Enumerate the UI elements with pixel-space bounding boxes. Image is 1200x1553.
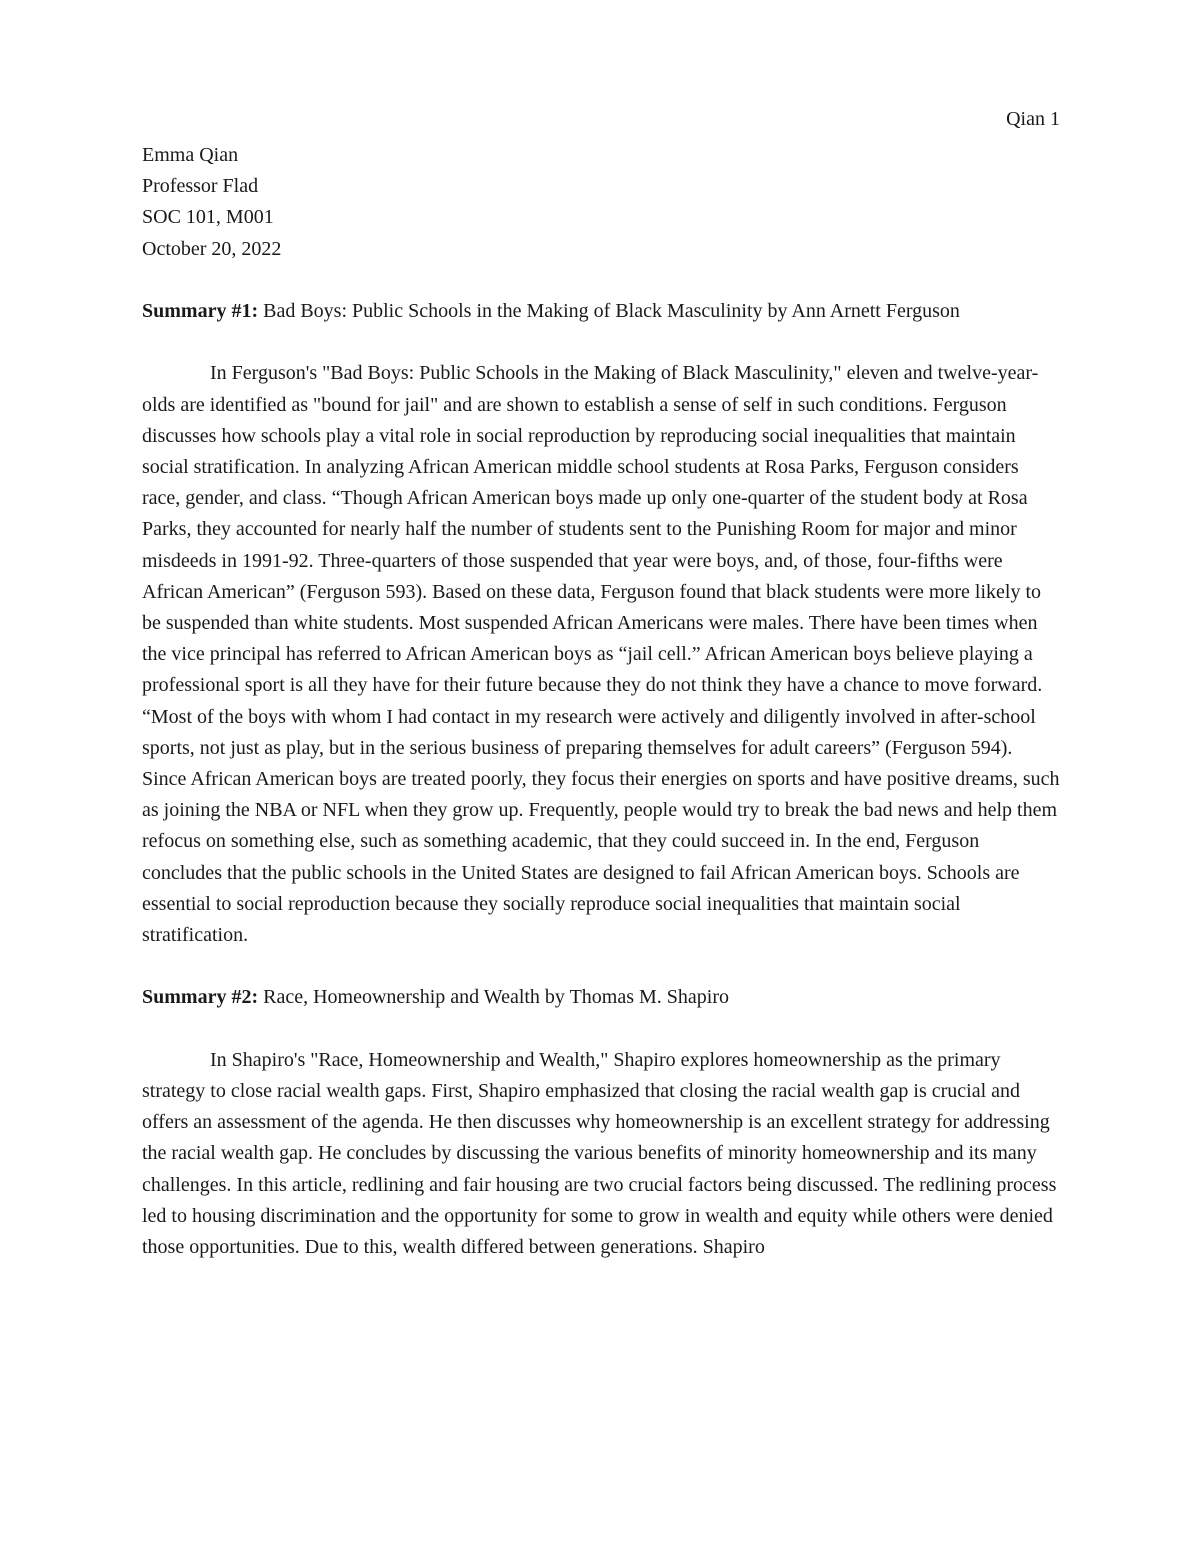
professor-name: Professor Flad	[142, 175, 259, 198]
page-label: Qian 1	[1006, 108, 1060, 130]
summary-1-heading	[142, 296, 1060, 327]
document-body	[142, 140, 1060, 1263]
summary-2-heading	[142, 982, 1060, 1013]
spacer	[142, 265, 1060, 296]
spacer	[142, 951, 1060, 982]
summary-2-paragraph: In Shapiro's "Race, Homeownership and Wealth," Shapiro explores homeownership as the primary strategy to close racial wealth gaps. First, Shapiro emphasized that closing the racial wealth gap is crucial and offers an assessment of the agenda. He then discusses why homeownership is an excellent strategy for addressing the racial wealth gap. He concludes by discussing the various benefits of minority homeownership and its many challenges. In this article, redlining and fair housing are two crucial factors being discussed. The redlining process led to housing discrimination and the opportunity for some to grow in wealth and equity while others were denied those opportunities. Due to this, wealth differed between generations. Shapiro	[142, 1048, 1057, 1259]
spacer	[142, 327, 1060, 358]
summary-1-title: Bad Boys: Public Schools in the Making of Black Masculinity by Ann Arnett Ferguson	[258, 300, 960, 322]
course-info: SOC 101, M001	[142, 206, 274, 229]
student-name: Emma Qian	[142, 144, 239, 166]
spacer	[142, 1014, 1060, 1045]
summary-2-label: Summary #2:	[142, 986, 259, 1009]
document-date: October 20, 2022	[142, 237, 282, 260]
summary-2-title: Race, Homeownership and Wealth by Thomas M. Shapiro	[258, 986, 730, 1009]
summary-1-paragraph: In Ferguson's "Bad Boys: Public Schools in the Making of Black Masculinity," eleven and twelve-year-olds are identified as "bound for jail" and are shown to establish a sense of self in such conditions. Ferguson discusses how schools play a vital role in social reproduction by reproducing social inequalities that maintain social stratification. In analyzing African American middle school students at Rosa Parks, Ferguson considers race, gender, and class. “Though African American boys made up only one-quarter of the student body at Rosa Parks, they accounted for nearly half the number of students sent to the Punishing Room for major and minor misdeeds in 1991-92. Three-quarters of those suspended that year were boys, and, of those, four-fifths were African American” (Ferguson 593). Based on these data, Ferguson found that black students were more likely to be suspended than white students. Most suspended African Americans were males. There have been times when the vice principal has referred to African American boys as “jail cell.” African American boys believe playing a professional sport is all they have for their future because they do not think they have a chance to move forward. “Most of the boys with whom I had contact in my research were actively and diligently involved in after-school sports, not just as play, but in the serious business of preparing themselves for adult careers” (Ferguson 594). Since African American boys are treated poorly, they focus their energies on sports and have positive dreams, such as joining the NBA or NFL when they grow up. Frequently, people would try to break the bad news and help them refocus on something else, such as something academic, that they could succeed in. In the end, Ferguson concludes that the public schools in the United States are designed to fail African American boys. Schools are essential to social reproduction because they socially reproduce social inequalities that maintain social stratification.	[142, 362, 1060, 947]
page-header	[1006, 104, 1060, 135]
summary-1-label: Summary #1:	[142, 300, 259, 322]
